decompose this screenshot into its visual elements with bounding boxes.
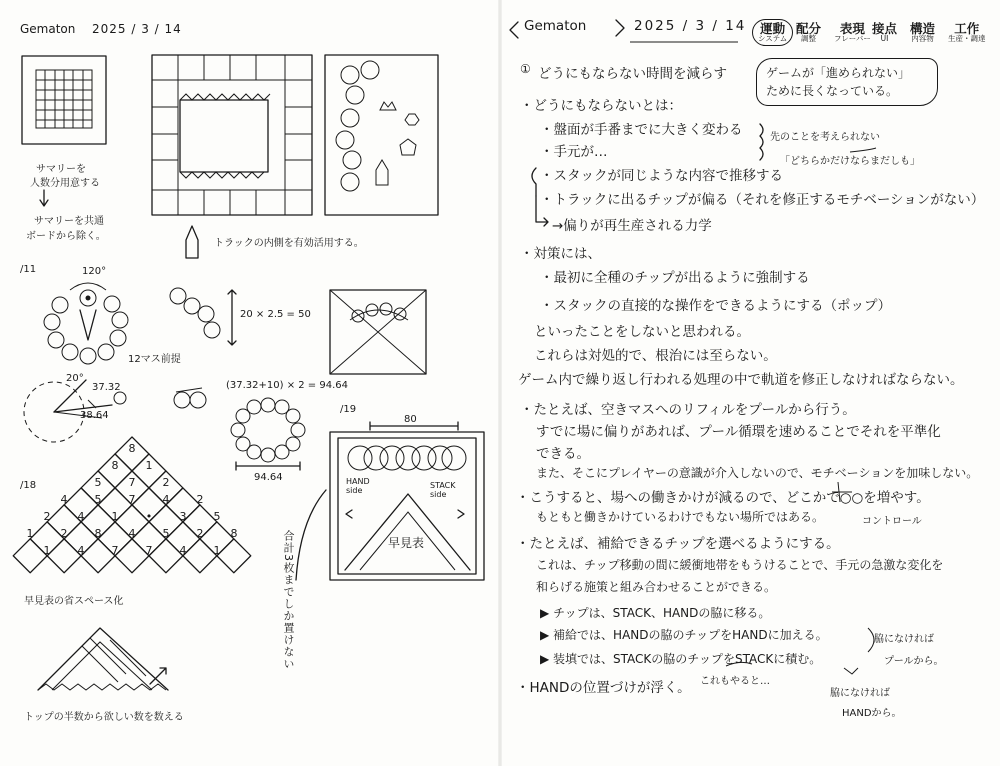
pyramid-cell-number: 5 [162,527,170,540]
pyramid-cell-number: 8 [94,527,102,540]
nav-tab-4[interactable] [910,22,935,43]
pyramid-cell-number: 5 [213,510,221,523]
pyramid-cell-number: 7 [145,544,153,557]
pyramid-cell-number: 8 [128,442,136,455]
bubble-line-1: ゲームが「進められない」 [766,66,911,80]
line-16: また、そこにプレイヤーの意識が介入しないので、モチベーションを加味しない。 [536,466,979,480]
quick-table-label: 早見表 [388,536,425,550]
hand-side-label: HAND side [346,477,370,495]
pyramid-cell-number: 4 [179,544,187,557]
line-1: ・どうにもならないとは： [520,98,682,114]
pyramid-cell-number: 2 [162,476,170,489]
length-9464: 94.64 [254,472,283,483]
pyramid-cell-number: 2 [196,527,204,540]
line-4: ・スタックが同じような内容で推移する [540,168,783,184]
left-brand: Gematon [20,22,76,36]
line-20: これは、チップ移動の間に緩衝地帯をもうけることで、手元の急激な変化を [536,558,944,572]
nav-tab-3[interactable] [872,22,897,43]
nav-tab-label: 接点 [872,21,898,36]
pyramid-cell-number: 4 [77,544,85,557]
nav-tab-label: 表現 [839,21,865,36]
summary-note-3: サマリーを共通 [34,216,104,227]
nav-tab-2[interactable] [834,22,871,43]
nav-tab-sublabel: フレーバー [834,34,871,44]
length-3864: 38.64 [80,410,109,421]
nav-tab-sublabel: 調整 [801,34,816,44]
figure-number-11: /11 [20,264,37,275]
line-9: ・スタックの直接的な操作をできるようにする（ポップ） [540,298,892,314]
nav-tab-sublabel: 内容物 [911,34,934,44]
line-5: ・トラックに出るチップが偏る（それを修正するモチベーションがない） [540,192,985,208]
side-note-1: 脇になければ [874,634,934,645]
width-80: 80 [404,414,417,425]
line-18: もともと働きかけているわけでもない場所ではある。 [536,510,825,524]
line-11: これらは対処的で、根治には至らない。 [534,348,777,364]
pyramid-cell-number: 2 [43,510,51,523]
calc-50: 20 × 2.5 = 50 [240,309,311,320]
line-25: ・HANDの位置づけが浮く。 [516,680,691,696]
vertical-limit-note: 合計3枚までしか置けない [282,530,295,670]
left-date: 2025 / 3 / 14 [92,22,182,36]
pyramid-cell-number: 2 [196,493,204,506]
quick-table-space-note: 早見表の省スペース化 [24,596,124,607]
side-note-4: HANDから。 [842,708,902,719]
brace-note-2: 「どちらかだけならまだしも」 [780,156,920,167]
nav-tab-sublabel: UI [880,34,889,44]
nav-tab-1[interactable] [796,22,821,43]
right-brand: Gematon [524,18,587,34]
pyramid-cell-number: 8 [111,459,119,472]
line-15: できる。 [536,446,590,462]
pyramid-cell-number: 1 [213,544,221,557]
line-6: →偏りが再生産される力学 [552,218,712,234]
pyramid-cell-number: 4 [77,510,85,523]
nav-tab-label: 運動 [760,21,786,36]
line-22: ▶ チップは、STACK、HANDの脇に移る。 [540,606,771,620]
nav-tab-label: 工作 [954,21,980,36]
line-17: ・こうすると、場への働きかけが減るので、どこかで○○を増やす。 [516,490,930,506]
pyramid-cell-number: 5 [94,493,102,506]
pyramid-cell-number: 7 [128,493,136,506]
pyramid-cell-number: 3 [179,510,187,523]
pyramid-cell-number: 4 [128,527,136,540]
nav-tab-label: 構造 [910,21,936,36]
nav-tab-label: 配分 [796,21,822,36]
line-14: すでに場に偏りがあれば、プール循環を速めることでそれを平準化 [536,424,941,440]
pyramid-cell-number: 1 [145,459,153,472]
figure-number-19: /19 [340,404,357,415]
length-3732: 37.32 [92,382,121,393]
line-24: ▶ 装填では、STACKの脇のチップをSTACKに積む。 [540,652,822,666]
right-date: 2025 / 3 / 14 [634,18,747,34]
line-19: ・たとえば、補給できるチップを選べるようにする。 [516,536,840,552]
nav-tab-sublabel: 生産・調達 [948,34,986,44]
nav-tab-sublabel: システム [758,34,788,44]
pyramid-cell-number: 1 [111,510,119,523]
brace-note-1: 先のことを考えられない [770,132,880,143]
summary-note-2: 人数分用意する [30,178,100,189]
pyramid-cell-number: 7 [111,544,119,557]
pyramid-cell-number: 4 [60,493,68,506]
next-chevron-icon [616,20,624,36]
angle-label-20: 20° [66,373,84,384]
pyramid-cell-number: • [145,510,153,523]
calc-9464: (37.32+10) × 2 = 94.64 [226,380,348,391]
side-note-3: 脇になければ [830,688,890,699]
summary-note-4: ボードから除く。 [26,231,106,242]
pyramid-cell-number: 8 [230,527,238,540]
line-10: といったことをしないと思われる。 [534,324,750,340]
pyramid-cell-number: 5 [94,476,102,489]
track-note: トラックの内側を有効活用する。 [214,238,364,249]
twelve-premise-note: 12マス前提 [128,354,181,365]
topic-number: ① [520,62,531,76]
topic-title: どうにもならない時間を減らす [538,66,727,82]
line-12: ゲーム内で繰り返し行われる処理の中で軌道を修正しなければならない。 [518,372,964,388]
pyramid-cell-number: 1 [26,527,34,540]
line-21: 和らげる施策と組み合わせることができる。 [536,580,777,594]
side-note-2: プールから。 [884,656,944,667]
line-7: ・対策には、 [520,246,601,262]
angle-label-120: 120° [82,266,107,277]
pyramid-cell-number: 2 [60,527,68,540]
line-8: ・最初に全種のチップが出るように強制する [540,270,810,286]
prev-chevron-icon [510,22,518,38]
pyramid-cell-number: 7 [128,476,136,489]
line-23: ▶ 補給では、HANDの脇のチップをHANDに加える。 [540,628,828,642]
nav-tab-0[interactable] [752,19,793,46]
bubble-line-2: ために長くなっている。 [766,84,899,98]
line-13: ・たとえば、空きマスへのリフィルをプールから行う。 [520,402,856,418]
bottom-note: トップの半数から欲しい数を数える [24,712,184,723]
stack-side-label: STACK side [430,481,456,499]
line-25-note: これもやると… [700,676,770,687]
summary-note-1: サマリーを [36,164,86,175]
figure-number-18: /18 [20,480,37,491]
line-2: ・盤面が手番までに大きく変わる [540,122,743,138]
pyramid-cell-number: 1 [43,544,51,557]
control-note: コントロール [862,516,922,527]
line-3: ・手元が… [540,144,608,160]
pyramid-cell-number: 4 [162,493,170,506]
nav-tab-5[interactable] [948,22,986,43]
